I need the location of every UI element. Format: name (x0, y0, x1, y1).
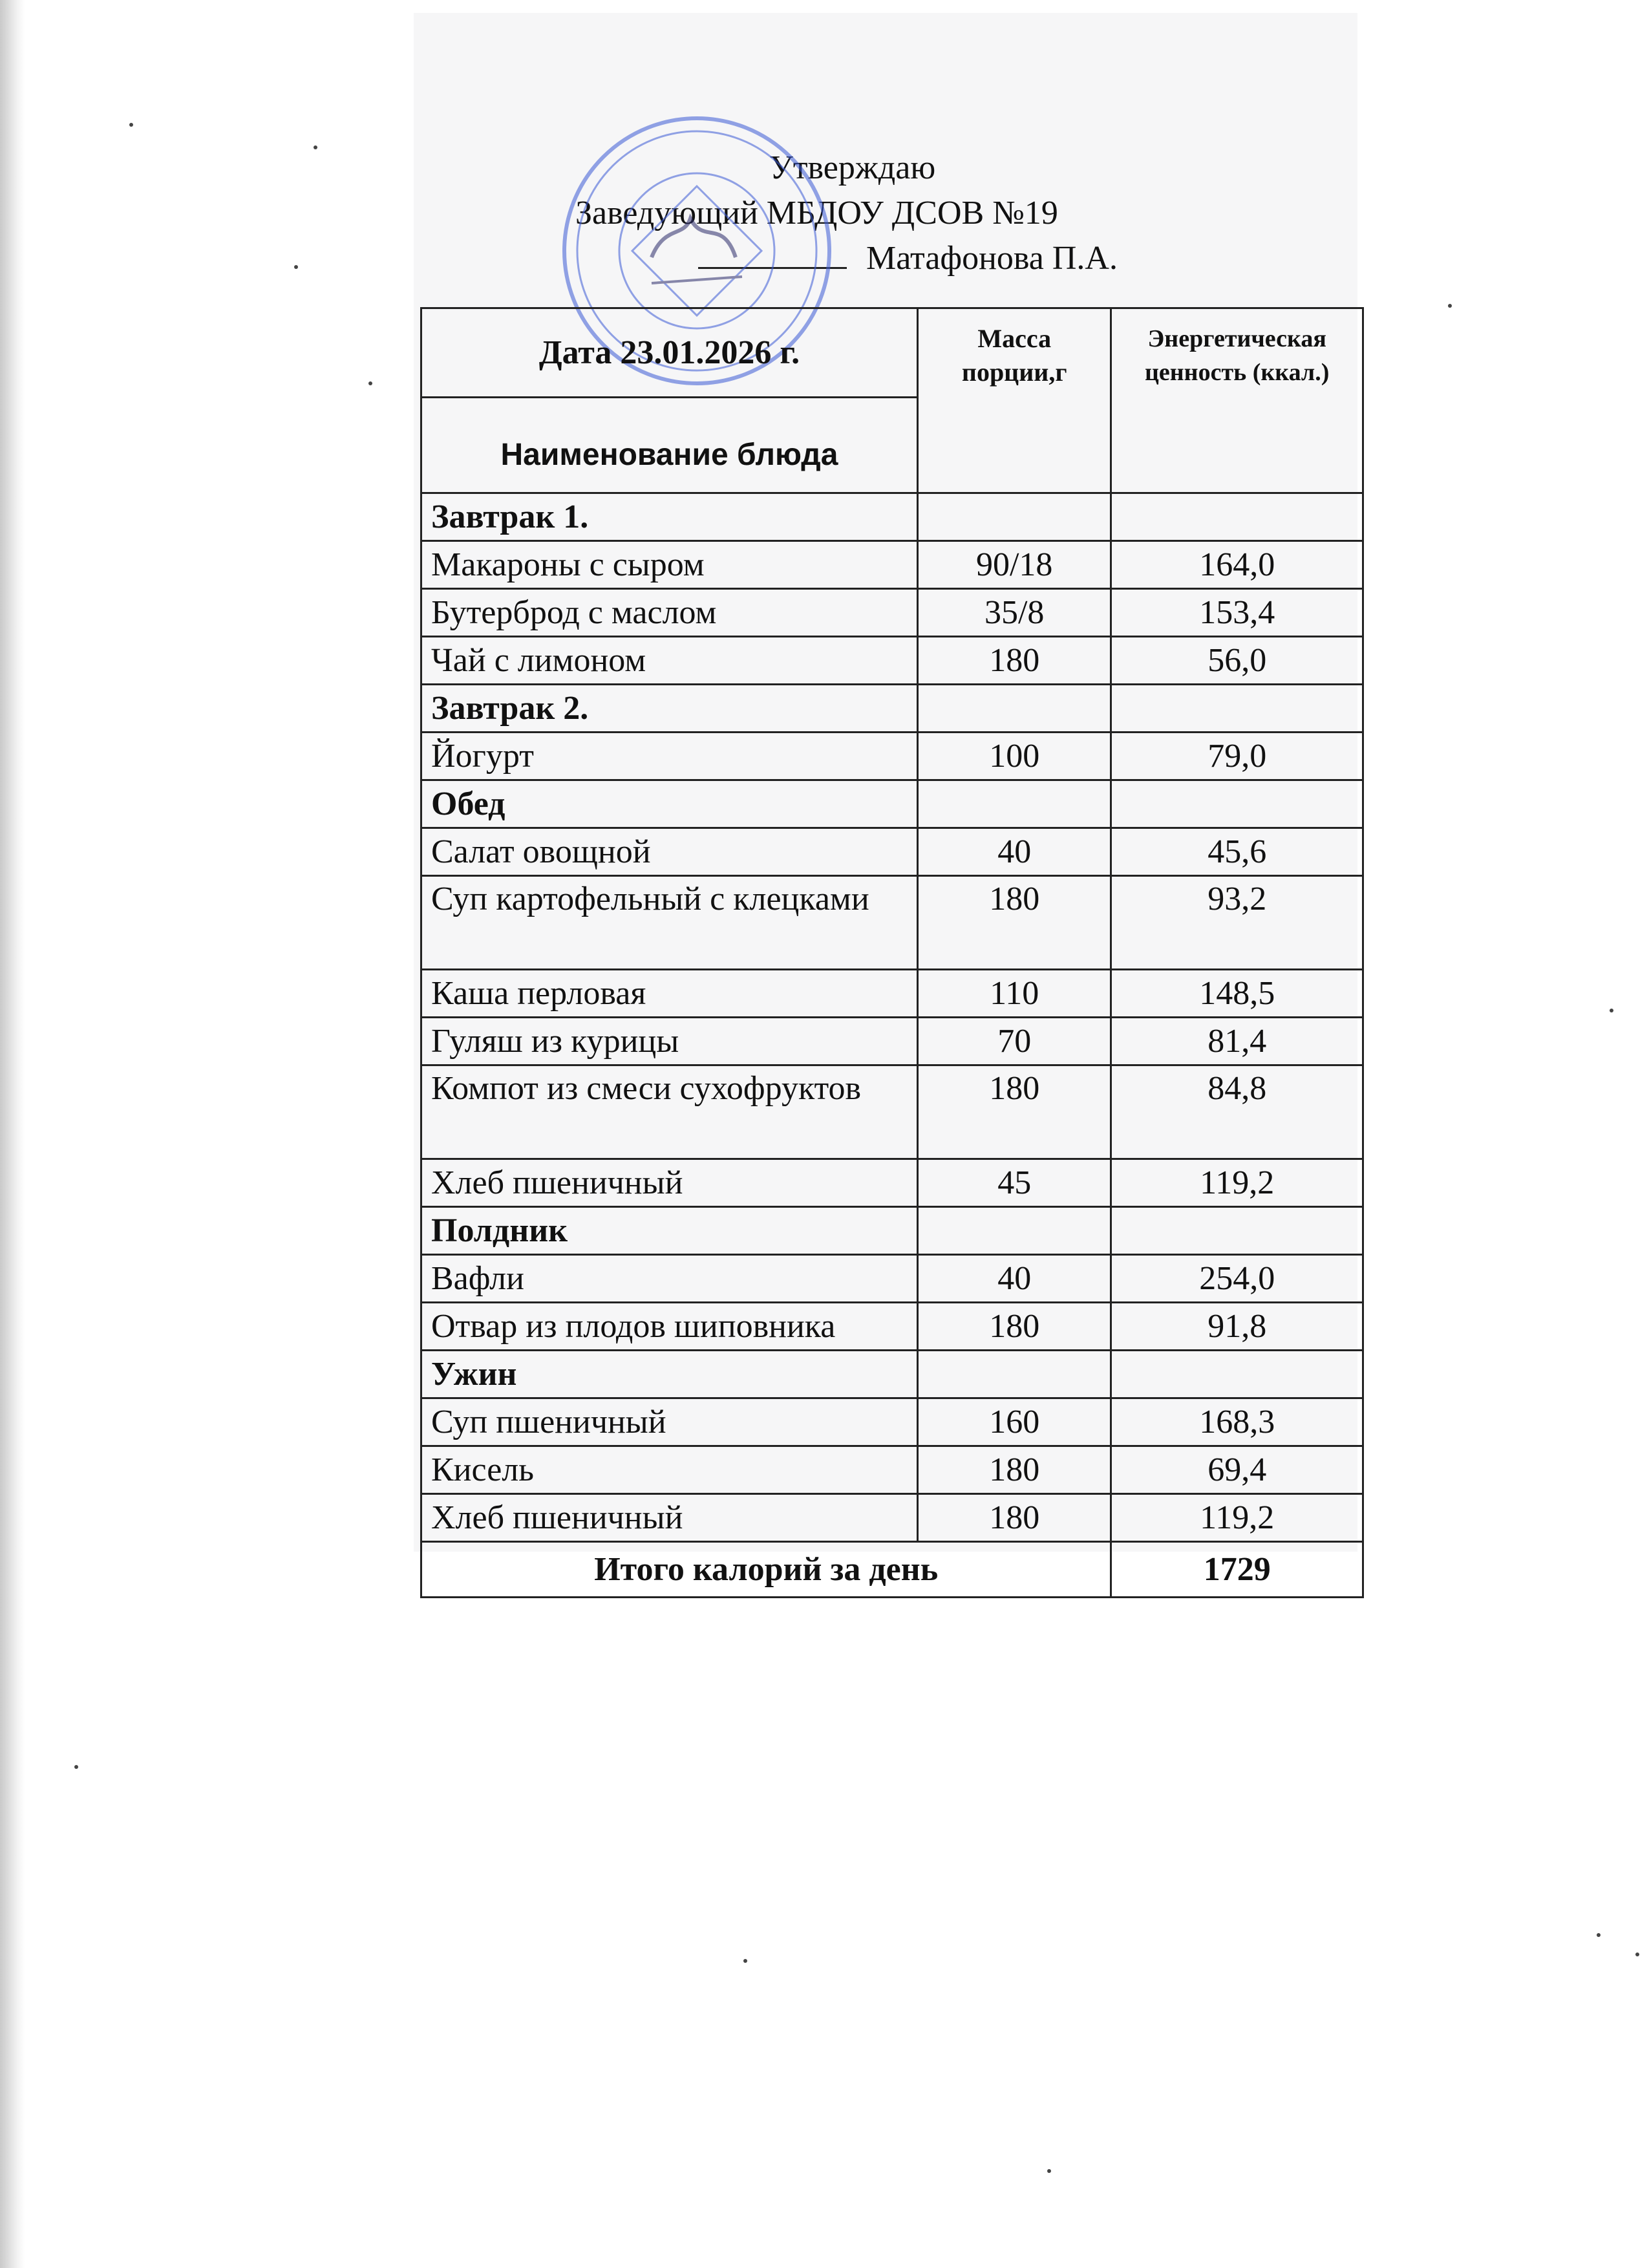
dish-energy: 84,8 (1111, 1065, 1363, 1159)
mass-header: Масса порции,г (917, 308, 1111, 493)
section-title: Завтрак 2. (421, 685, 918, 733)
section-title: Завтрак 1. (421, 493, 918, 541)
dish-mass: 180 (917, 1446, 1111, 1494)
dish-energy: 91,8 (1111, 1303, 1363, 1351)
table-row (421, 828, 1363, 876)
speck (294, 265, 298, 269)
dish-name: Каша перловая (421, 970, 918, 1018)
speck (1610, 1009, 1613, 1012)
speck (129, 123, 133, 127)
table-row (421, 733, 1363, 780)
speck (1047, 2169, 1051, 2173)
dish-mass: 35/8 (917, 589, 1111, 637)
table-row (421, 589, 1363, 637)
dish-name: Хлеб пшеничный (421, 1494, 918, 1542)
dish-name: Хлеб пшеничный (421, 1159, 918, 1207)
table-row (421, 970, 1363, 1018)
table-row (421, 1494, 1363, 1542)
section-row (421, 685, 1363, 733)
table-row (421, 637, 1363, 685)
approval-signatory: Матафонова П.А. (866, 240, 1118, 277)
table-row (421, 1065, 1363, 1159)
total-label: Итого калорий за день (421, 1542, 1111, 1598)
dish-name: Суп картофельный с клецками (421, 876, 918, 970)
dish-name: Суп пшеничный (421, 1398, 918, 1446)
dish-energy: 164,0 (1111, 541, 1363, 589)
total-row (421, 1542, 1363, 1598)
section-row (421, 1207, 1363, 1255)
dish-energy: 168,3 (1111, 1398, 1363, 1446)
scan-edge (0, 0, 25, 2268)
speck (314, 145, 317, 149)
dish-mass: 160 (917, 1398, 1111, 1446)
speck (1448, 304, 1452, 308)
table-row (421, 876, 1363, 970)
dish-mass: 180 (917, 876, 1111, 970)
table-row (421, 1303, 1363, 1351)
table-row (421, 1446, 1363, 1494)
dish-name: Вафли (421, 1255, 918, 1303)
dish-name: Гуляш из курицы (421, 1018, 918, 1065)
total-value: 1729 (1111, 1542, 1363, 1598)
dish-energy: 119,2 (1111, 1159, 1363, 1207)
menu-table (420, 307, 1364, 1598)
dish-name-header: Наименование блюда (421, 398, 918, 493)
section-title: Ужин (421, 1351, 918, 1398)
dish-energy: 153,4 (1111, 589, 1363, 637)
dish-mass: 40 (917, 1255, 1111, 1303)
dish-mass: 180 (917, 637, 1111, 685)
dish-mass: 110 (917, 970, 1111, 1018)
section-title: Полдник (421, 1207, 918, 1255)
dish-energy: 254,0 (1111, 1255, 1363, 1303)
energy-header: Энергетическая ценность (ккал.) (1111, 308, 1363, 493)
dish-mass: 45 (917, 1159, 1111, 1207)
dish-name: Бутерброд с маслом (421, 589, 918, 637)
speck (1597, 1933, 1601, 1937)
section-row (421, 780, 1363, 828)
table-row (421, 1159, 1363, 1207)
dish-mass: 70 (917, 1018, 1111, 1065)
section-title: Обед (421, 780, 918, 828)
approval-title: Утверждаю (769, 149, 936, 186)
speck (743, 1959, 747, 1963)
dish-name: Отвар из плодов шиповника (421, 1303, 918, 1351)
dish-mass: 40 (917, 828, 1111, 876)
speck (74, 1765, 78, 1769)
dish-energy: 56,0 (1111, 637, 1363, 685)
section-row (421, 1351, 1363, 1398)
dish-energy: 119,2 (1111, 1494, 1363, 1542)
date-header: Дата 23.01.2026 г. (421, 308, 918, 398)
dish-mass: 180 (917, 1065, 1111, 1159)
dish-energy: 148,5 (1111, 970, 1363, 1018)
dish-energy: 81,4 (1111, 1018, 1363, 1065)
speck (368, 381, 372, 385)
table-row (421, 541, 1363, 589)
dish-energy: 93,2 (1111, 876, 1363, 970)
dish-mass: 90/18 (917, 541, 1111, 589)
speck (1635, 1952, 1639, 1956)
dish-energy: 69,4 (1111, 1446, 1363, 1494)
dish-energy: 45,6 (1111, 828, 1363, 876)
dish-mass: 100 (917, 733, 1111, 780)
approval-position: Заведующий МБДОУ ДСОВ №19 (575, 195, 1058, 231)
dish-name: Йогурт (421, 733, 918, 780)
signature-underline (698, 239, 847, 269)
dish-name: Компот из смеси сухофруктов (421, 1065, 918, 1159)
table-row (421, 1018, 1363, 1065)
dish-energy: 79,0 (1111, 733, 1363, 780)
approval-signature-line (698, 236, 1118, 281)
dish-name: Чай с лимоном (421, 637, 918, 685)
dish-name: Кисель (421, 1446, 918, 1494)
dish-mass: 180 (917, 1303, 1111, 1351)
table-row (421, 1398, 1363, 1446)
dish-mass: 180 (917, 1494, 1111, 1542)
table-row (421, 1255, 1363, 1303)
dish-name: Салат овощной (421, 828, 918, 876)
section-row (421, 493, 1363, 541)
dish-name: Макароны с сыром (421, 541, 918, 589)
